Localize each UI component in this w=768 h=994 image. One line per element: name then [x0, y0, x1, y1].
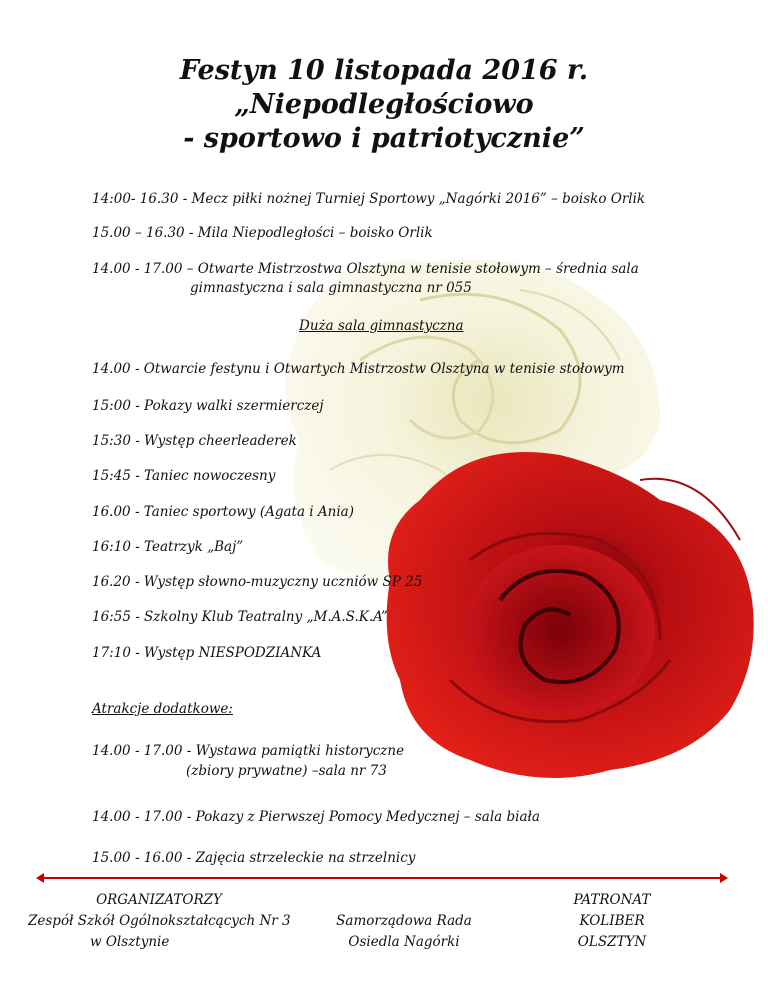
hall-item: 16:55 - Szkolny Klub Teatralny „M.A.S.K.A” [92, 609, 388, 625]
hall-item: 15:30 - Występ cheerleaderek [92, 433, 297, 449]
schedule-item-continued: gimnastyczna i sala gimnastyczna nr 055 [190, 280, 472, 296]
patron-name: KOLIBER [579, 913, 645, 929]
extras-item: 14.00 - 17.00 - Wystawa pamiątki historyczne [92, 743, 405, 759]
footer-council [324, 911, 484, 953]
hall-item: 15:45 - Taniec nowoczesny [92, 468, 276, 484]
council-line-2: Osiedla Nagórki [348, 934, 460, 950]
patron-heading: PATRONAT [573, 892, 651, 908]
hall-item: 15:00 - Pokazy walki szermierczej [92, 398, 324, 414]
extras-item-continued: (zbiory prywatne) –sala nr 73 [186, 763, 387, 779]
schedule-item: 14.00 - 17.00 – Otwarte Mistrzostwa Olsztyna w tenisie stołowym – średnia sala [92, 261, 639, 277]
section-heading-extras: Atrakcje dodatkowe: [92, 701, 233, 717]
hall-item: 16.00 - Taniec sportowy (Agata i Ania) [92, 504, 354, 520]
organizers-city: w Olsztynie [90, 934, 170, 950]
footer-divider [42, 877, 722, 879]
organizers-heading: ORGANIZATORZY [96, 892, 222, 908]
patron-city: OLSZTYN [577, 934, 647, 950]
title-line-3: - sportowo i patriotycznie” [183, 123, 585, 154]
hall-item: 14.00 - Otwarcie festynu i Otwartych Mistrzostw Olsztyna w tenisie stołowym [92, 361, 625, 377]
section-heading-hall: Duża sala gimnastyczna [299, 318, 464, 334]
schedule-item: 14:00- 16.30 - Mecz piłki nożnej Turniej Sportowy „Nagórki 2016” – boisko Orlik [92, 191, 646, 207]
title-line-1: Festyn 10 listopada 2016 r. [179, 55, 589, 86]
title-line-2: „Niepodległościowo [234, 89, 534, 120]
schedule-item: 15.00 – 16.30 - Mila Niepodległości – boisko Orlik [92, 225, 433, 241]
hall-item: 16.20 - Występ słowno-muzyczny uczniów SP 25 [92, 574, 423, 590]
footer-organizers [28, 890, 290, 953]
hall-item: 16:10 - Teatrzyk „Baj” [92, 539, 244, 555]
extras-item: 15.00 - 16.00 - Zajęcia strzeleckie na strzelnicy [92, 850, 416, 866]
hall-item: 17:10 - Występ NIESPODZIANKA [92, 645, 322, 661]
footer-patron [552, 890, 672, 953]
red-rose [387, 452, 754, 778]
council-line-1: Samorządowa Rada [336, 913, 472, 929]
organizers-school: Zespół Szkół Ogólnokształcących Nr 3 [28, 913, 291, 929]
extras-item: 14.00 - 17.00 - Pokazy z Pierwszej Pomocy Medycznej – sala biała [92, 809, 540, 825]
poster-title [0, 54, 768, 156]
